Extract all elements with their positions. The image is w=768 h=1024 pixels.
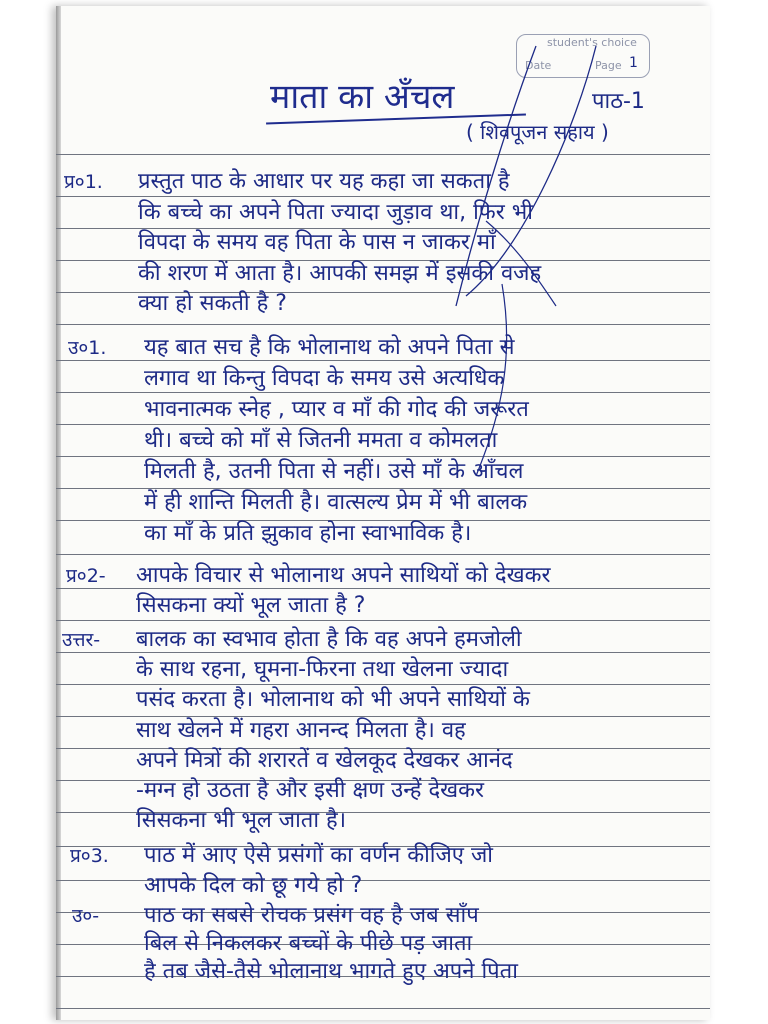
lesson-title: माता का अँचल bbox=[270, 77, 455, 117]
handwritten-line: सिसकना क्यों भूल जाता है ? bbox=[136, 593, 366, 618]
stamp-page-label: Page bbox=[595, 59, 622, 72]
handwritten-line: के साथ रहना, घूमना-फिरना तथा खेलना ज्यादा bbox=[136, 657, 509, 683]
handwritten-line: में ही शान्ति मिलती है। वात्सल्य प्रेम में भी बालक bbox=[144, 490, 528, 515]
author-name: ( शिवपूजन सहाय ) bbox=[466, 120, 609, 144]
question-answer-label: प्र०2- bbox=[66, 565, 106, 587]
stamp-page-number: 1 bbox=[629, 55, 638, 71]
handwritten-line: आपके विचार से भोलानाथ अपने साथियों को देखकर bbox=[136, 563, 551, 588]
handwritten-line: आपके दिल को छू गये हो ? bbox=[144, 873, 363, 898]
handwritten-line: पाठ का सबसे रोचक प्रसंग वह है जब साँप bbox=[144, 903, 479, 928]
handwritten-line: मिलती है, उतनी पिता से नहीं। उसे माँ के आँचल bbox=[144, 459, 524, 484]
question-answer-label: प्र०1. bbox=[64, 171, 103, 193]
stamp-date-label: Date bbox=[525, 59, 552, 72]
handwritten-line: पसंद करता है। भोलानाथ को भी अपने साथियों के bbox=[136, 687, 530, 713]
handwritten-line: कि बच्चे का अपने पिता ज्यादा जुड़ाव था, फिर भी bbox=[138, 199, 533, 225]
stray-pen-marks bbox=[56, 6, 710, 1020]
handwritten-line: सिसकना भी भूल जाता है। bbox=[136, 808, 347, 834]
handwritten-line: की शरण में आता है। आपकी समझ में इसकी वजह bbox=[138, 260, 542, 286]
handwritten-line: यह बात सच है कि भोलानाथ को अपने पिता से bbox=[144, 335, 515, 360]
handwritten-line: का माँ के प्रति झुकाव होना स्वाभाविक है। bbox=[144, 521, 472, 546]
handwritten-line: भावनात्मक स्नेह , प्यार व माँ की गोद की जरूरत bbox=[144, 397, 529, 422]
handwritten-line: विपदा के समय वह पिता के पास न जाकर माँ bbox=[138, 230, 496, 255]
handwritten-line: पाठ में आए ऐसे प्रसंगों का वर्णन कीजिए जो bbox=[144, 843, 493, 868]
handwritten-line: बिल से निकलकर बच्चों के पीछे पड़ जाता bbox=[144, 931, 473, 956]
handwritten-line: प्रस्तुत पाठ के आधार पर यह कहा जा सकता है bbox=[138, 169, 510, 194]
handwritten-line: थी। बच्चे को माँ से जितनी ममता व कोमलता bbox=[144, 428, 498, 453]
question-answer-label: उ०1. bbox=[68, 337, 107, 359]
question-answer-label: प्र०3. bbox=[70, 845, 109, 867]
question-answer-label: उ०- bbox=[72, 905, 100, 927]
handwritten-line: बालक का स्वभाव होता है कि वह अपने हमजोली bbox=[136, 627, 522, 652]
notebook-page bbox=[56, 6, 710, 1020]
handwritten-line: है तब जैसे-तैसे भोलानाथ भागते हुए अपने पिता bbox=[144, 959, 518, 984]
handwritten-line: लगाव था किन्तु विपदा के समय उसे अत्यधिक bbox=[144, 366, 505, 391]
lesson-number: पाठ-1 bbox=[592, 89, 645, 114]
handwritten-line: -मग्न हो उठता है और इसी क्षण उन्हें देखकर bbox=[136, 778, 485, 803]
handwritten-line: अपने मित्रों की शरारतें व खेलकूद देखकर आनंद bbox=[136, 747, 513, 773]
stamp-brand: student's choice bbox=[547, 36, 637, 49]
handwritten-line: साथ खेलने में गहरा आनन्द मिलता है। वह bbox=[136, 717, 466, 743]
handwritten-line: क्या हो सकती है ? bbox=[138, 291, 287, 316]
question-answer-label: उत्तर- bbox=[62, 629, 101, 651]
